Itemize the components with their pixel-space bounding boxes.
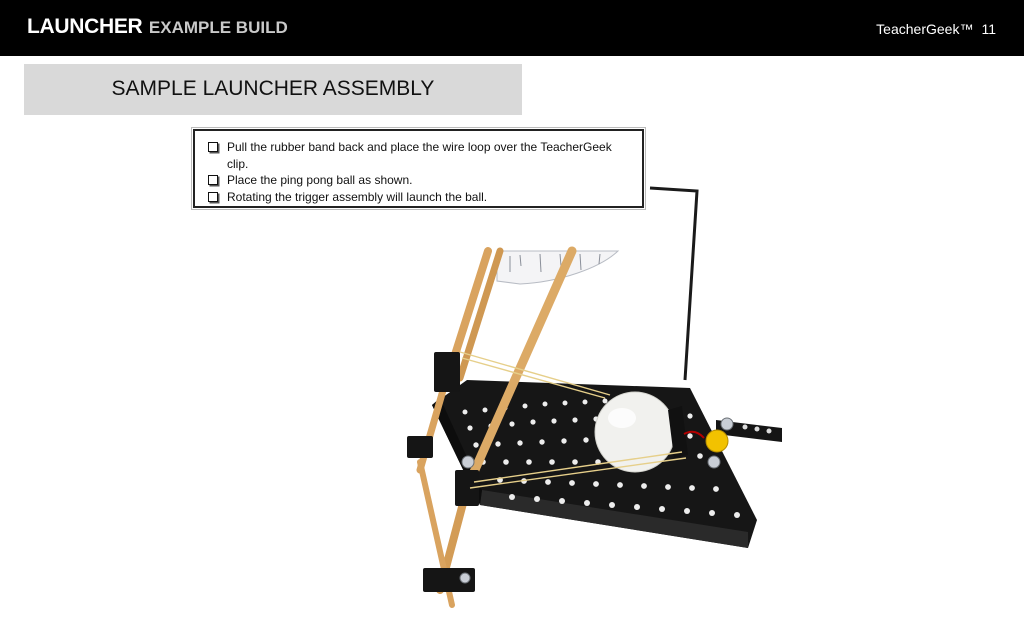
axle-bolt (462, 456, 474, 468)
page-number: 11 (981, 21, 996, 37)
title-sub: EXAMPLE BUILD (148, 18, 288, 37)
callout-leader-line (650, 188, 697, 380)
section-title: SAMPLE LAUNCHER ASSEMBLY (111, 77, 435, 100)
foot-bolt (460, 573, 470, 583)
ping-pong-ball (595, 392, 675, 472)
brand-name: TeacherGeek™ (876, 21, 974, 37)
instruction-text: Place the ping pong ball as shown. (227, 173, 413, 187)
instruction-text: Rotating the trigger assembly will launch the ball. (227, 189, 488, 204)
title-main: LAUNCHER (27, 15, 143, 38)
instruction-text: Pull the rubber band back and place the wire loop over the TeacherGeek clip. (227, 140, 612, 171)
teachergeek-clip (706, 430, 728, 452)
